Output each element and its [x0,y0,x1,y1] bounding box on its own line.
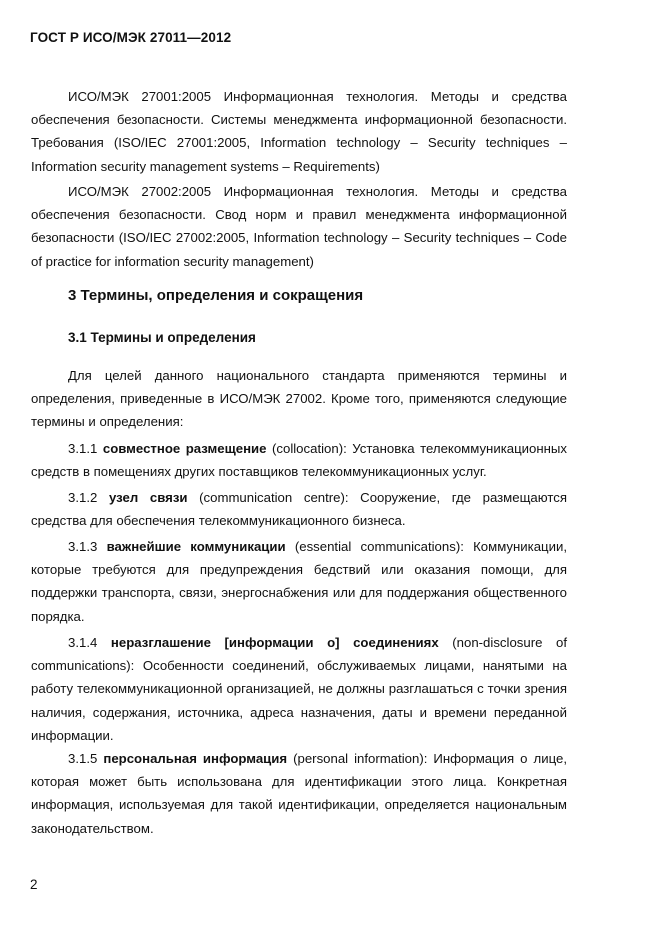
document-header: ГОСТ Р ИСО/МЭК 27011—2012 [30,30,232,45]
reference-text: ИСО/МЭК 27001:2005 Информационная технология. Методы и средства обеспечения безопасности. Системы менеджмента информационной безопасности. Требования (ISO/IEC 27001:2005, Information technology – Security techniques – Information security management systems – Requirements) [31,89,567,174]
term-number: 3.1.5 [68,751,98,766]
term-number: 3.1.1 [68,441,98,456]
term-name: неразглашение [информации о] соединениях [110,635,439,650]
intro-paragraph [31,364,567,434]
section-heading: 3 Термины, определения и сокращения [68,287,364,304]
reference-text: ИСО/МЭК 27002:2005 Информационная технология. Методы и средства обеспечения безопасности. Свод норм и правил менеджмента информационной безопасности (ISO/IEC 27002:2005, Information technology – Security techniques – Code of practice for information security management) [31,184,567,269]
term-name: совместное размещение [102,441,267,456]
term-definition [31,486,567,532]
term-name: узел связи [108,490,188,505]
term-definition [31,747,567,840]
page-number: 2 [30,877,38,892]
subsection-heading: 3.1 Термины и определения [68,330,256,345]
term-name: важнейшие коммуникации [106,539,286,554]
term-text: (essential communications): Коммуникации, которые требуются для предупреждения бедствий или оказания помощи, для поддержки транспорта, связи, энергоснабжения или для поддержания общественного порядка. [31,539,567,624]
term-number: 3.1.2 [68,490,98,505]
term-number: 3.1.3 [68,539,98,554]
term-text: (non-disclosure of communications): Особенности соединений, обслуживаемых лицами, нанятыми на работу телекоммуникационной организацией, не должны разглашаться с точки зрения наличия, содержания, источника, адреса назначения, даты и времени переданной информации. [31,635,567,743]
term-name: персональная информация [103,751,288,766]
term-definition [31,535,567,628]
term-number: 3.1.4 [68,635,98,650]
reference-paragraph [31,180,567,273]
term-definition [31,631,567,747]
term-text: (personal information): Информация о лице, которая может быть использована для идентификации этого лица. Конкретная информация, используемая для такой идентификации, определяется национальным законодательством. [31,751,567,836]
term-text: (collocation): Установка телекоммуникационных средств в помещениях других поставщиков телекоммуникационных услуг. [31,441,567,480]
reference-paragraph [31,85,567,178]
intro-text: Для целей данного национального стандарта применяются термины и определения, приведенные в ИСО/МЭК 27002. Кроме того, применяются следующие термины и определения: [31,368,567,430]
term-text: (communication centre): Сооружение, где размещаются средства для обеспечения телекоммуникационного бизнеса. [31,490,567,529]
term-definition [31,437,567,483]
